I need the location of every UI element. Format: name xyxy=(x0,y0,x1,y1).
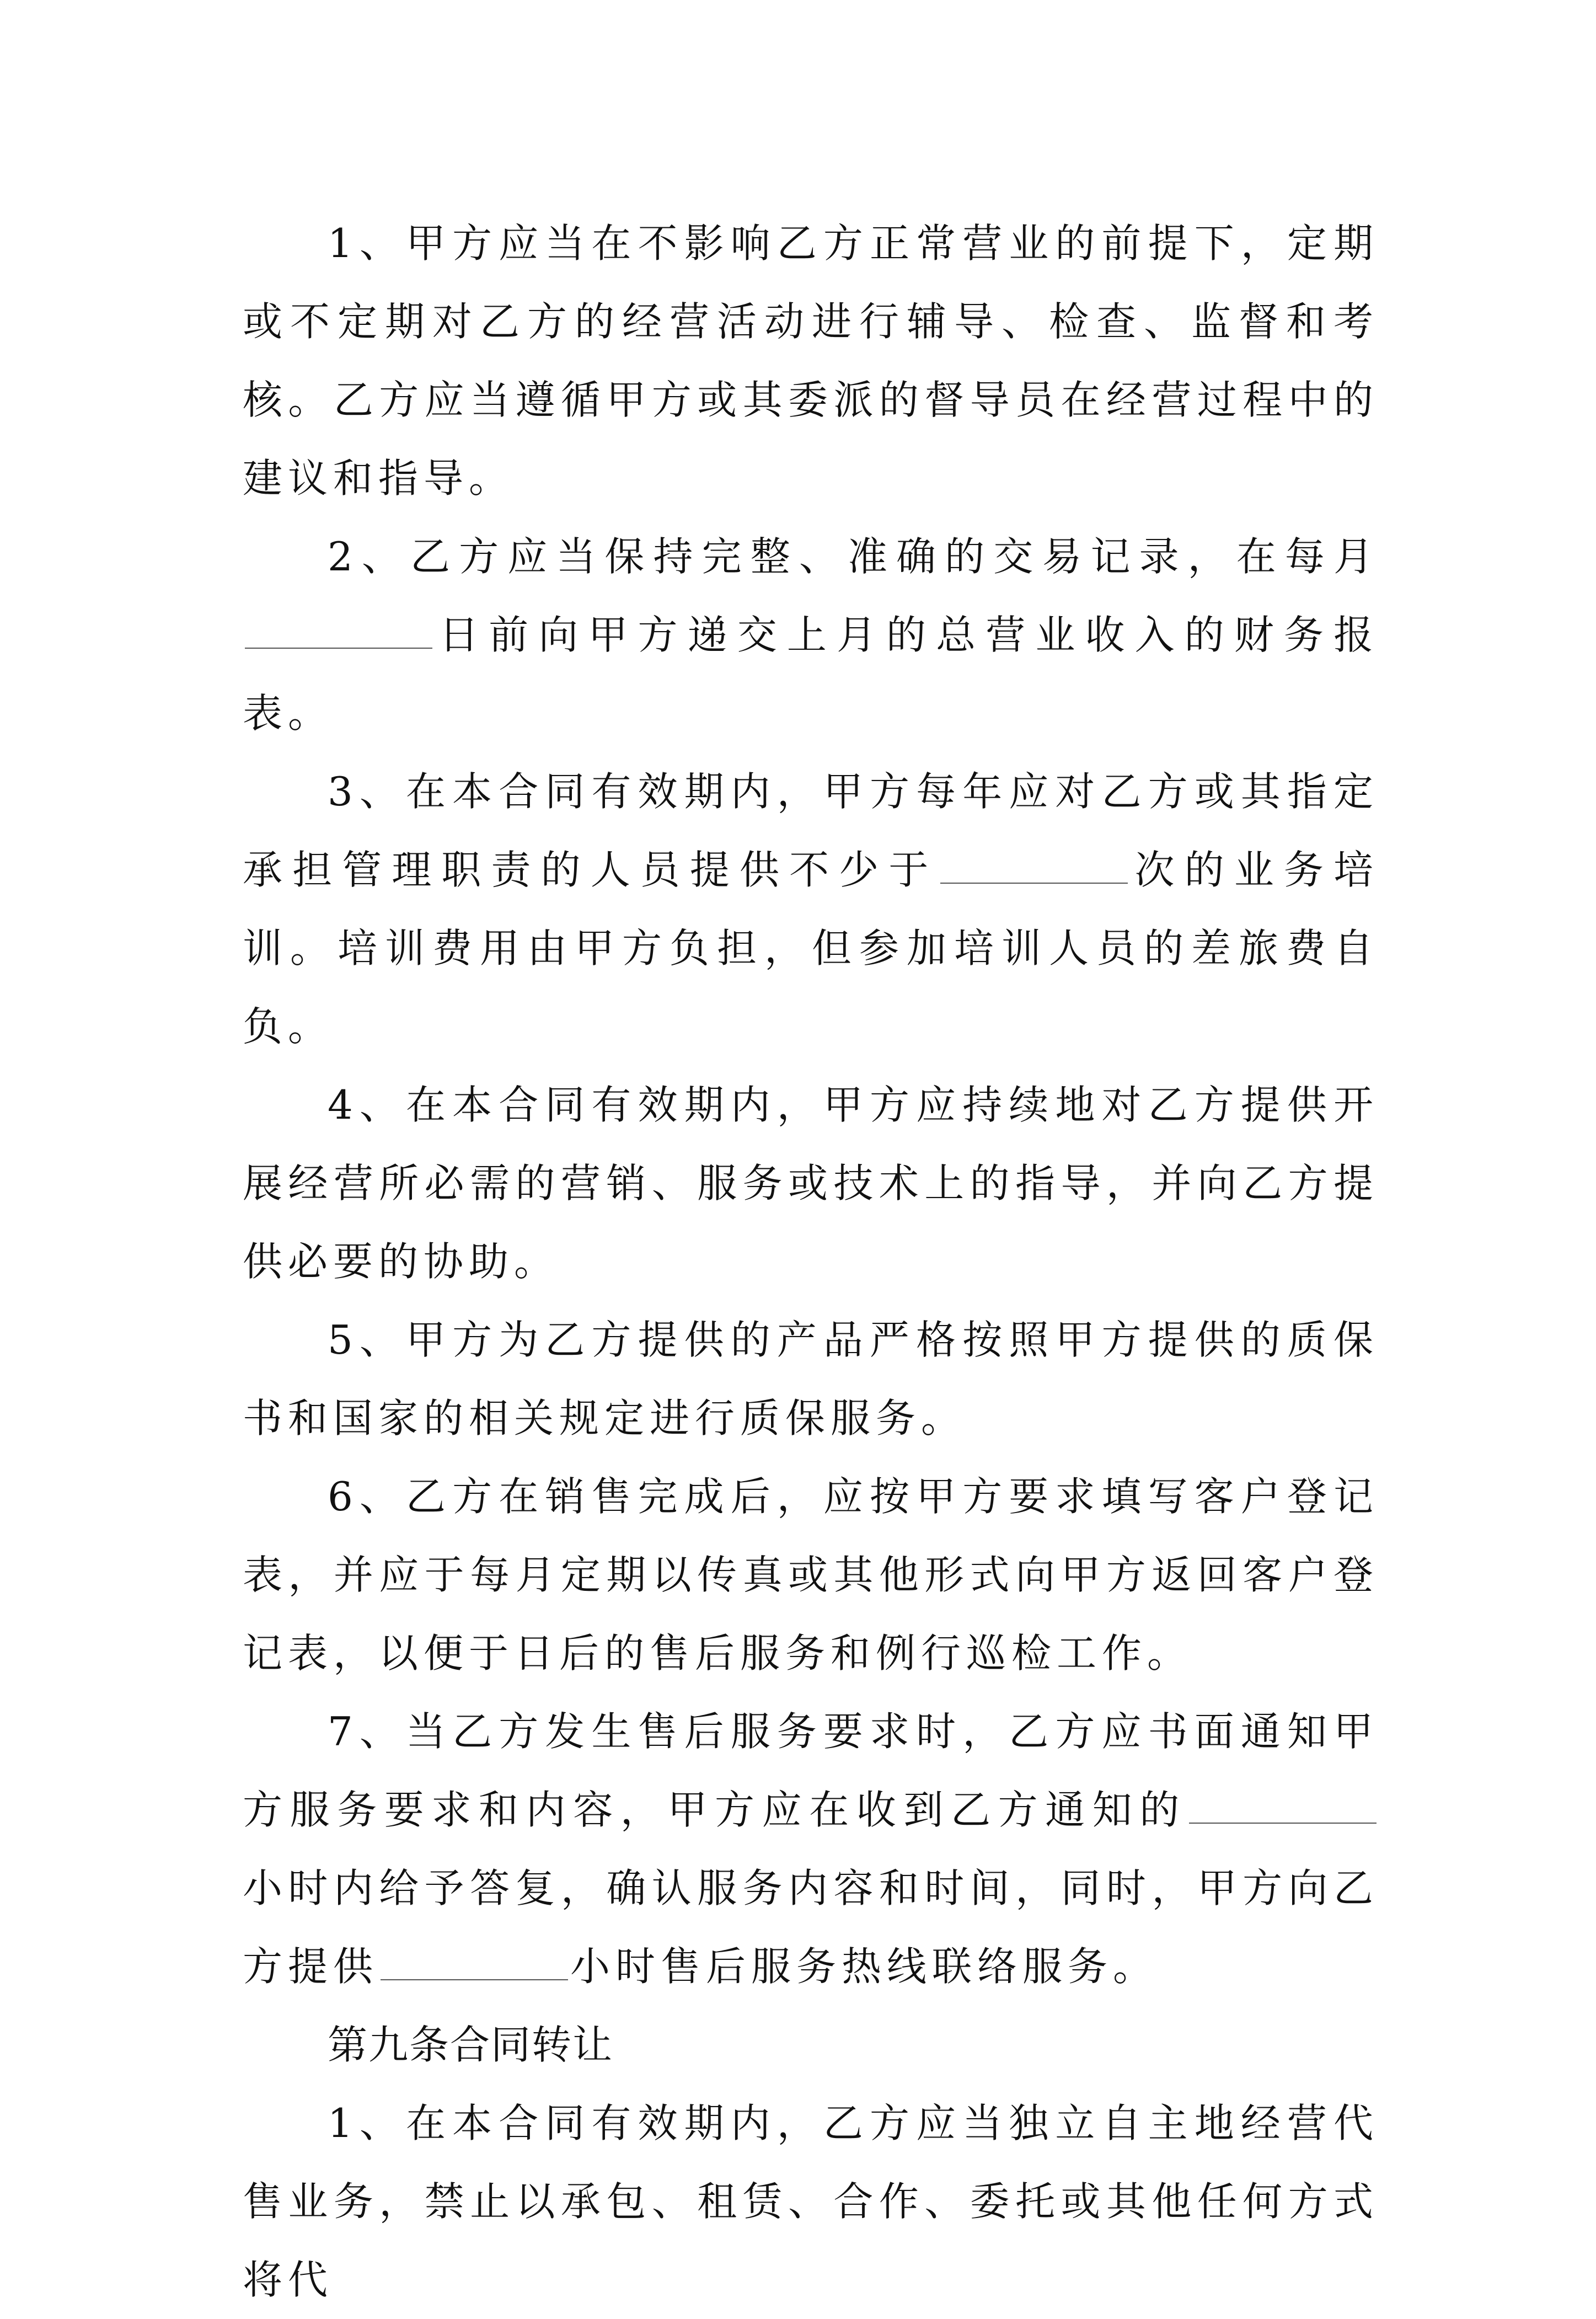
article-9-heading xyxy=(243,2006,1379,2084)
clause-7-text-middle: 小时内给予答复，确认服务内容和时间，同时，甲方向乙方提供 xyxy=(243,1865,1379,1990)
clause-4-text: 4、在本合同有效期内，甲方应持续地对乙方提供开展经营所必需的营销、服务或技术上的指导，并向乙方提供必要的协助。 xyxy=(243,1082,1379,1285)
clause-2-transaction-records xyxy=(243,517,1379,752)
clause-6-text: 6、乙方在销售完成后，应按甲方要求填写客户登记表，并应于每月定期以传真或其他形式向甲方返回客户登记表，以便于日后的售后服务和例行巡检工作。 xyxy=(243,1473,1379,1676)
clause-1-text: 1、甲方应当在不影响乙方正常营业的前提下，定期或不定期对乙方的经营活动进行辅导、检查、监督和考核。乙方应当遵循甲方或其委派的督导员在经营过程中的建议和指导。 xyxy=(243,220,1379,501)
clause-3-training xyxy=(243,752,1379,1066)
article-9-title: 第九条合同转让 xyxy=(328,2022,614,2068)
clause-2-text-after: 日前向甲方递交上月的总营业收入的财务报表。 xyxy=(243,612,1379,736)
article-9-clause-1 xyxy=(243,2084,1379,2319)
clause-7-text-before: 7、当乙方发生售后服务要求时，乙方应书面通知甲方服务要求和内容，甲方应在收到乙方通知的 xyxy=(243,1708,1379,1833)
clause-5-text: 5、甲方为乙方提供的产品严格按照甲方提供的质保书和国家的相关规定进行质保服务。 xyxy=(243,1317,1379,1441)
article-9-clause-1-text: 1、在本合同有效期内，乙方应当独立自主地经营代售业务，禁止以承包、租赁、合作、委托或其他任何方式将代 xyxy=(243,2100,1379,2303)
fill-in-blank-day-of-month[interactable] xyxy=(245,615,432,649)
clause-3-text-after: 次的业务培训。培训费用由甲方负担，但参加培训人员的差旅费自负。 xyxy=(243,847,1379,1050)
clause-4-ongoing-support xyxy=(243,1066,1379,1301)
clause-7-after-sales-service xyxy=(243,1692,1379,2006)
clause-5-warranty xyxy=(243,1301,1379,1457)
clause-2-text-before: 2、乙方应当保持完整、准确的交易记录，在每月 xyxy=(328,533,1379,580)
document-body xyxy=(243,204,1379,2319)
clause-3-text-before: 3、在本合同有效期内，甲方每年应对乙方或其指定承担管理职责的人员提供不少于 xyxy=(243,768,1379,893)
fill-in-blank-response-hours[interactable] xyxy=(1189,1789,1377,1824)
fill-in-blank-training-count[interactable] xyxy=(940,849,1128,884)
clause-1-guidance-inspection xyxy=(243,204,1379,517)
clause-6-customer-registration xyxy=(243,1457,1379,1692)
clause-7-text-after: 小时售后服务热线联络服务。 xyxy=(570,1943,1159,1990)
fill-in-blank-hotline-hours[interactable] xyxy=(381,1946,568,1980)
